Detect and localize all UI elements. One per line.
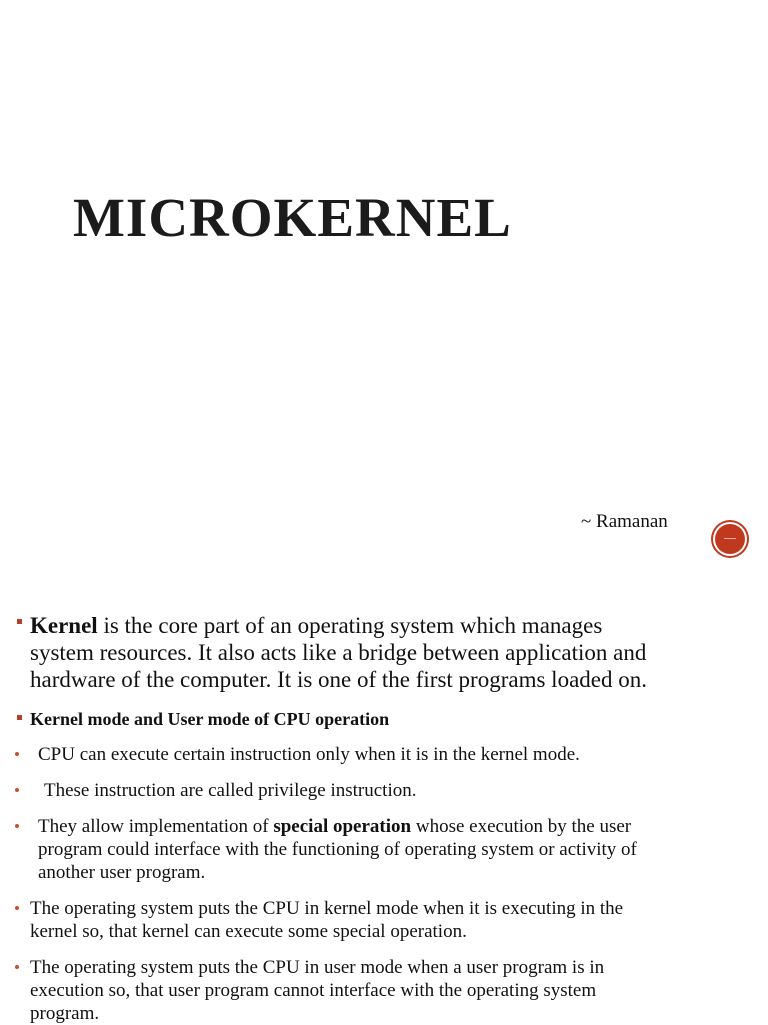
special-operation-pre: They allow implementation of [38, 816, 274, 837]
slide-badge-icon [715, 524, 745, 554]
special-operation-term: special operation [273, 816, 412, 837]
kernel-term: Kernel [30, 613, 98, 638]
user-mode-os-line1: The operating system puts the CPU in user mode when a user program is in [30, 957, 605, 978]
kernel-mode-os-line1: The operating system puts the CPU in kernel mode when it is executing in the [30, 898, 624, 919]
dot-bullet-icon [15, 824, 19, 828]
dot-bullet-icon [15, 965, 19, 969]
modes-heading: Kernel mode and User mode of CPU operation [30, 709, 390, 729]
dot-bullet-icon [15, 752, 19, 756]
dot-bullet-icon [15, 906, 19, 910]
special-operation-post: whose execution by the user [411, 816, 632, 837]
kernel-definition-line3: hardware of the computer. It is one of the first programs loaded on. [30, 667, 647, 692]
kernel-definition-line2: system resources. It also acts like a bridge between application and [30, 640, 647, 665]
kernel-definition-line1: is the core part of an operating system which manages [97, 613, 603, 638]
content-slide [0, 568, 768, 1024]
author-credit: ~ Ramanan [581, 511, 668, 532]
cpu-kernel-mode-text: CPU can execute certain instruction only when it is in the kernel mode. [38, 744, 580, 765]
special-operation-line2: program could interface with the functioning of operating system or activity of [38, 839, 637, 860]
square-bullet-icon [17, 619, 22, 624]
user-mode-os-line3: program. [30, 1003, 100, 1024]
square-bullet-icon [17, 715, 22, 720]
privilege-text: These instruction are called privilege instruction. [44, 780, 417, 801]
user-mode-os-line2: execution so, that user program cannot interface with the operating system [30, 980, 597, 1001]
slide-title: MICROKERNEL [73, 187, 512, 248]
dot-bullet-icon [15, 788, 19, 792]
special-operation-line3: another user program. [38, 862, 206, 883]
kernel-mode-os-line2: kernel so, that kernel can execute some special operation. [30, 921, 467, 942]
